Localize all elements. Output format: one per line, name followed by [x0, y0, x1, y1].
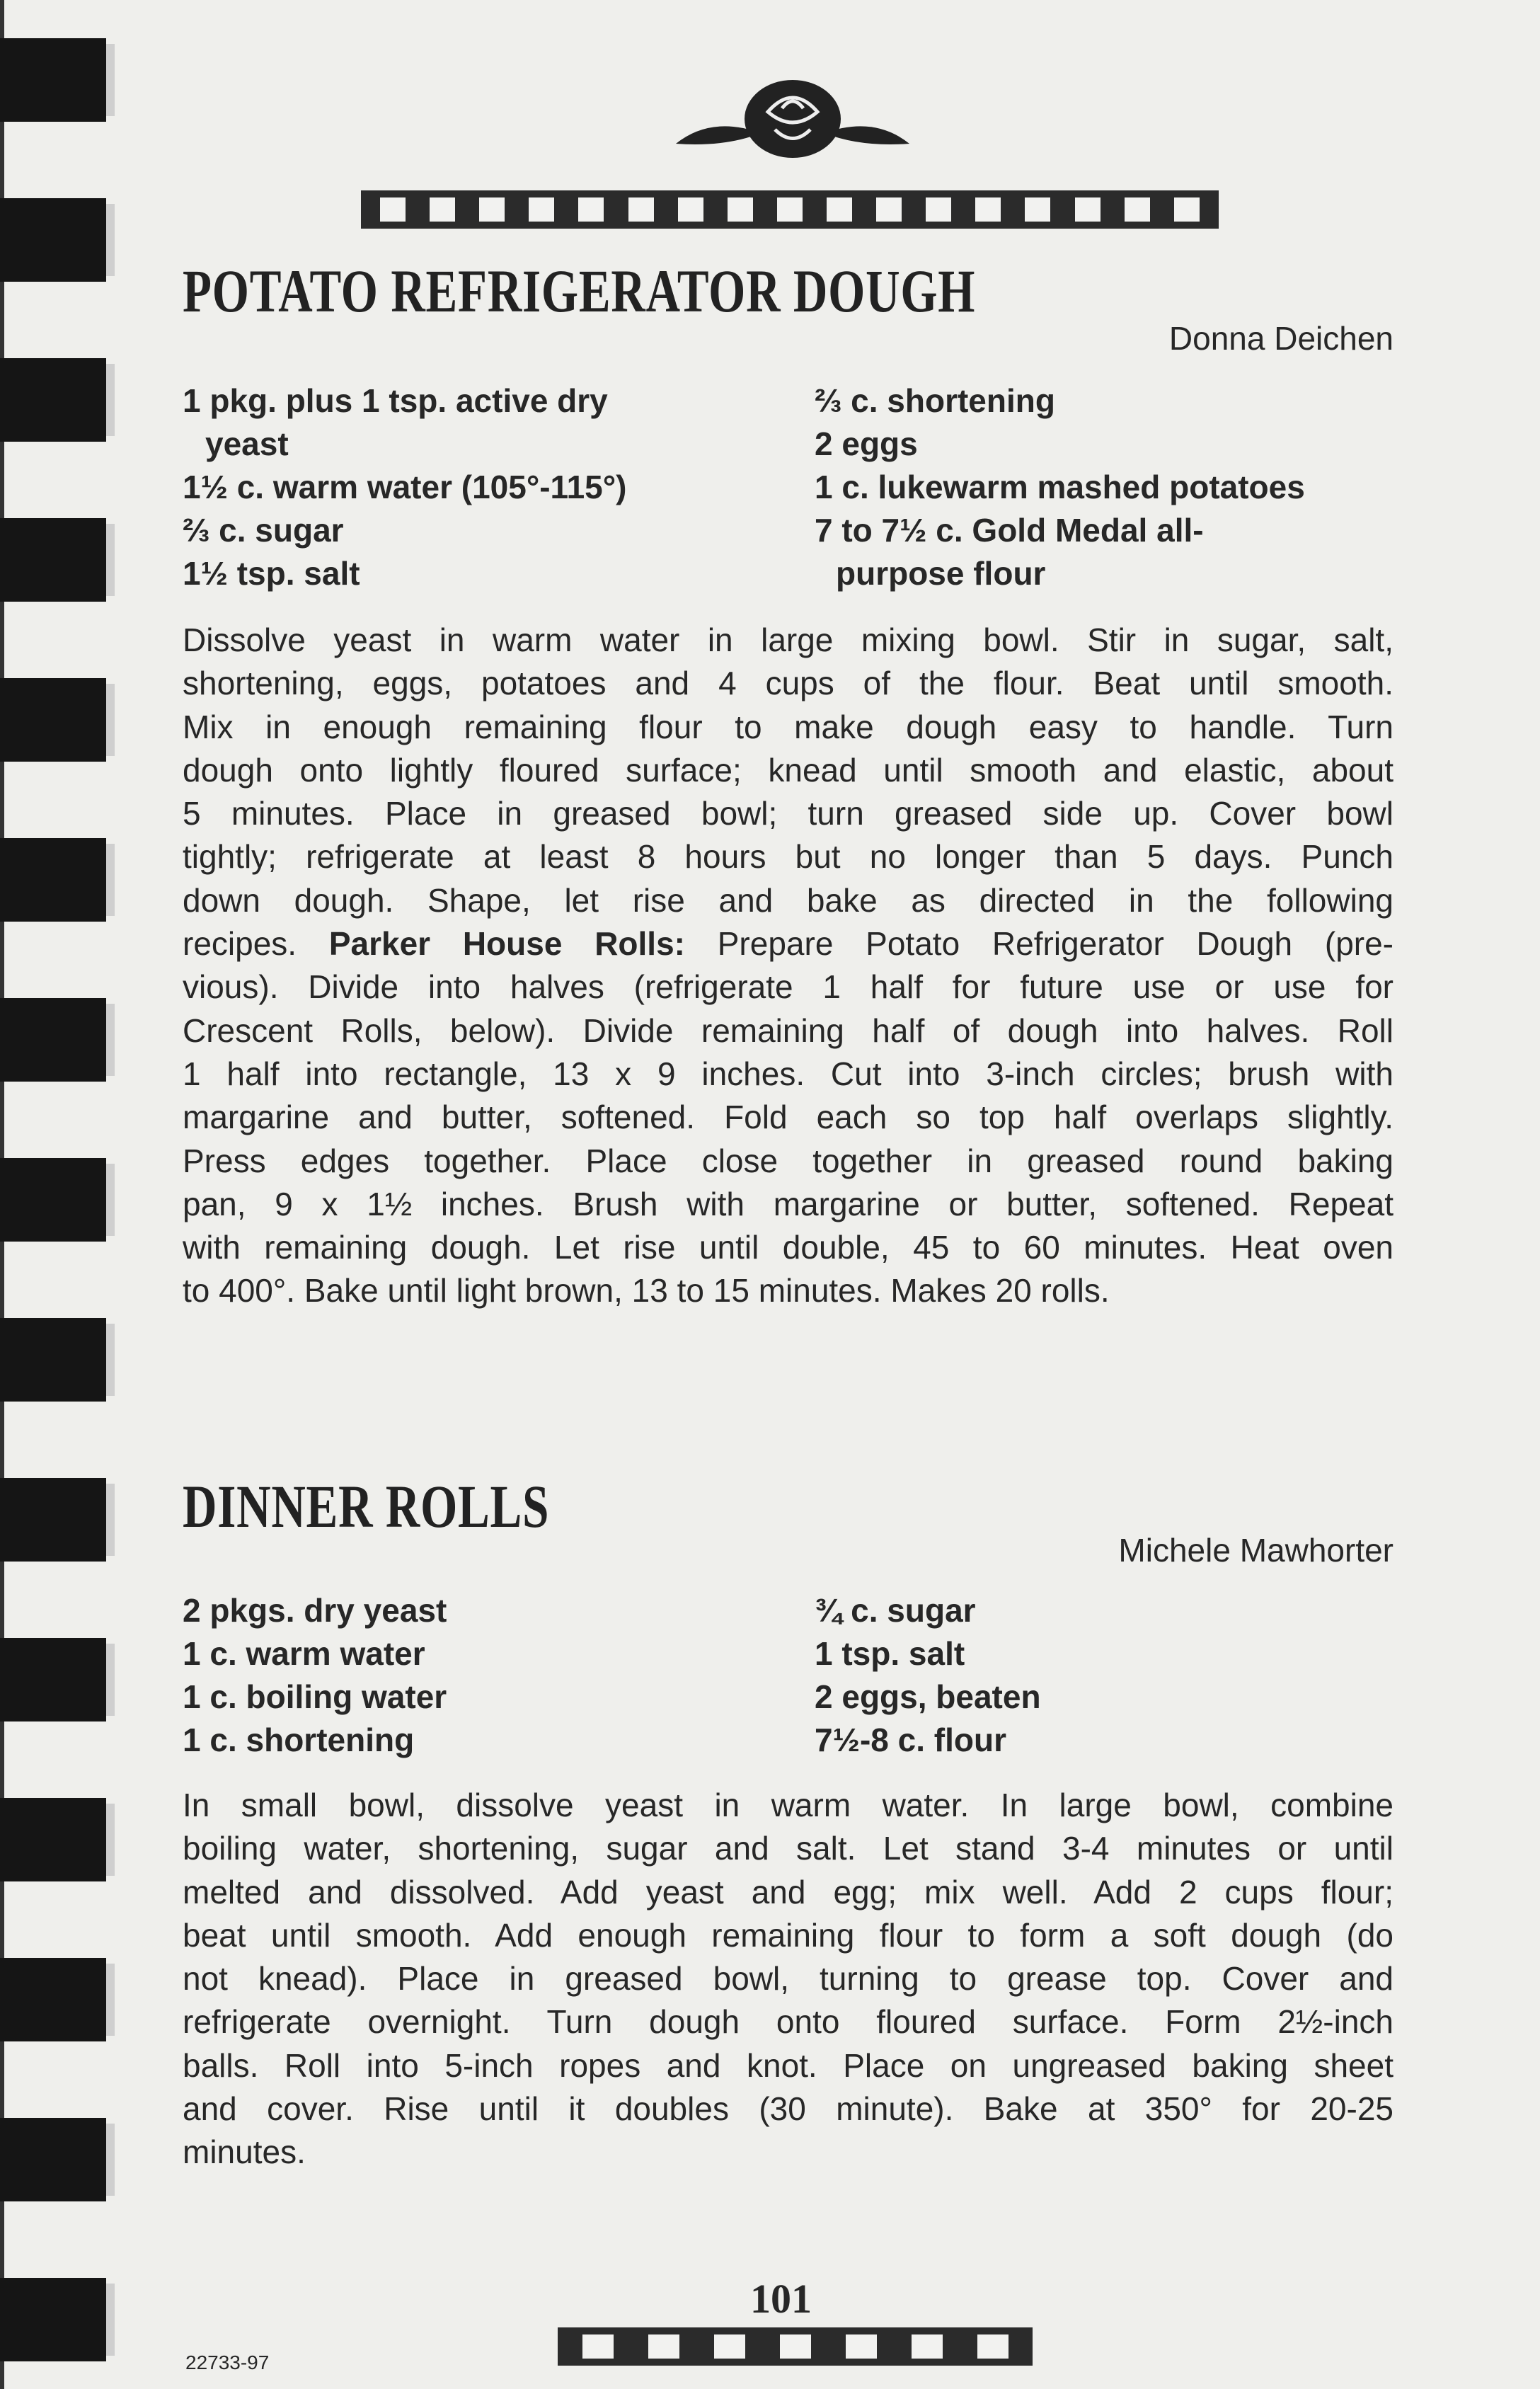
ingredient: ⅔ c. shortening — [815, 382, 1055, 419]
bar-segment — [1125, 197, 1150, 222]
bar-segment — [780, 2334, 811, 2359]
text-segment: down dough. Shape, let rise and bake as directed in the following — [183, 881, 1394, 919]
binding-ring — [0, 1158, 106, 1242]
bar-segment — [648, 2334, 679, 2359]
text-segment: minutes. — [183, 2133, 306, 2171]
text-segment: and cover. Rise until it doubles (30 minute). Bake at 350° for 20-25 — [183, 2090, 1394, 2128]
binding-ring — [0, 2278, 106, 2361]
text-line — [183, 1784, 1394, 1827]
ingredient: 1 c. lukewarm mashed potatoes — [815, 469, 1305, 505]
recipe-author-potato: Donna Deichen — [1168, 320, 1394, 357]
bar-segment — [912, 2334, 943, 2359]
ingredient: yeast — [205, 425, 289, 462]
text-segment: margarine and butter, softened. Fold each so top half overlaps slightly. — [183, 1099, 1394, 1136]
text-segment: beat until smooth. Add enough remaining flour to form a soft dough (do — [183, 1916, 1394, 1954]
text-line — [183, 1269, 1394, 1312]
text-segment: dough onto lightly floured surface; knead until smooth and elastic, about — [183, 751, 1394, 789]
bar-segment — [975, 197, 1001, 222]
text-segment: 5 minutes. Place in greased bowl; turn greased side up. Cover bowl — [183, 795, 1394, 832]
text-line — [183, 1009, 1394, 1053]
recipe-directions-potato — [183, 619, 1394, 1313]
ingredient: 1 pkg. plus 1 tsp. active dry — [183, 382, 608, 419]
ingredient: 1 c. warm water — [183, 1635, 425, 1672]
ingredient: 1 c. shortening — [183, 1721, 415, 1758]
binding-ring — [0, 38, 106, 122]
text-line — [183, 662, 1394, 705]
catalog-code: 22733-97 — [185, 2351, 270, 2373]
text-line — [183, 879, 1394, 922]
bar-segment — [430, 197, 455, 222]
ingredient: 1 c. boiling water — [183, 1678, 447, 1715]
text-segment: with remaining dough. Let rise until double, 45 to 60 minutes. Heat oven — [183, 1229, 1394, 1266]
bar-segment — [846, 2334, 877, 2359]
ingredient: 7½-8 c. flour — [815, 1721, 1006, 1758]
text-line — [183, 1140, 1394, 1183]
bar-segment — [628, 197, 654, 222]
text-segment: Press edges together. Place close together in greased round baking — [183, 1142, 1394, 1179]
rose-ornament-icon — [669, 76, 916, 168]
text-segment: refrigerate overnight. Turn dough onto floured surface. Form 2½-inch — [183, 2003, 1394, 2041]
page-number: 101 — [750, 2276, 812, 2322]
bar-segment — [1075, 197, 1101, 222]
recipe-title-dinner-rolls: DINNER ROLLS — [183, 1472, 550, 1540]
text-segment: boiling water, shortening, sugar and salt. Let stand 3-4 minutes or until — [183, 1830, 1394, 1867]
text-line — [183, 1914, 1394, 1957]
binding-ring — [0, 1958, 106, 2041]
text-line — [183, 1226, 1394, 1269]
ingredient: 1½ tsp. salt — [183, 555, 360, 592]
text-line — [183, 922, 1394, 966]
binding-ring — [0, 518, 106, 602]
bar-segment — [714, 2334, 745, 2359]
text-segment: shortening, eggs, potatoes and 4 cups of the flour. Beat until smooth. — [183, 665, 1394, 702]
binding-ring — [0, 198, 106, 282]
text-line — [183, 1957, 1394, 2000]
bar-segment — [479, 197, 505, 222]
bar-segment — [529, 197, 554, 222]
bar-segment — [1025, 197, 1050, 222]
recipe-author-dinner-rolls: Michele Mawhorter — [1118, 1532, 1394, 1569]
text-line — [183, 2087, 1394, 2131]
bar-segment — [926, 197, 951, 222]
ingredient: 2 eggs — [815, 425, 918, 462]
bar-segment — [876, 197, 902, 222]
ingredient: 1 tsp. salt — [815, 1635, 965, 1672]
text-line — [183, 2000, 1394, 2044]
text-line — [183, 1183, 1394, 1226]
bar-segment — [728, 197, 753, 222]
bar-segment — [380, 197, 406, 222]
text-line — [183, 835, 1394, 878]
text-segment: recipes. — [183, 925, 297, 963]
text-line — [183, 619, 1394, 662]
binding-ring — [0, 838, 106, 922]
text-line — [183, 1096, 1394, 1139]
ingredient: 7 to 7½ c. Gold Medal all- — [815, 512, 1204, 549]
text-segment: Dissolve yeast in warm water in large mixing bowl. Stir in sugar, salt, — [183, 621, 1394, 658]
text-segment: tightly; refrigerate at least 8 hours but no longer than 5 days. Punch — [183, 838, 1394, 876]
text-line — [183, 749, 1394, 792]
bar-segment — [1174, 197, 1200, 222]
text-line — [183, 2131, 1394, 2174]
binding-ring — [0, 1478, 106, 1562]
ingredients-left-dinner-rolls — [183, 1589, 447, 1762]
text-segment: not knead). Place in greased bowl, turning to grease top. Cover and — [183, 1960, 1394, 1998]
bar-segment — [777, 197, 803, 222]
text-line — [183, 966, 1394, 1009]
text-segment: vious). Divide into halves (refrigerate 1 half for future use or use for — [183, 968, 1394, 1006]
text-line — [183, 706, 1394, 749]
text-segment: Mix in enough remaining flour to make dough easy to handle. Turn — [183, 708, 1394, 745]
subrecipe-title: Parker House Rolls: — [328, 925, 685, 963]
text-segment: Prepare Potato Refrigerator Dough (pre- — [717, 925, 1394, 963]
bar-segment — [977, 2334, 1009, 2359]
bar-segment — [578, 197, 604, 222]
binding-ring — [0, 998, 106, 1082]
text-line — [183, 1053, 1394, 1096]
text-segment: melted and dissolved. Add yeast and egg; mix well. Add 2 cups flour; — [183, 1873, 1394, 1910]
bottom-decorative-bar — [558, 2327, 1033, 2366]
top-decorative-bar — [361, 190, 1219, 229]
binding-ring — [0, 1638, 106, 1721]
text-line — [183, 1871, 1394, 1914]
text-segment: pan, 9 x 1½ inches. Brush with margarine or butter, softened. Repeat — [183, 1185, 1394, 1222]
ingredients-left-potato — [183, 379, 626, 595]
text-segment: balls. Roll into 5-inch ropes and knot. Place on ungreased baking sheet — [183, 2046, 1394, 2084]
ingredients-right-potato — [815, 379, 1305, 595]
binding-ring — [0, 1318, 106, 1402]
bar-segment — [678, 197, 703, 222]
text-segment: In small bowl, dissolve yeast in warm water. In large bowl, combine — [183, 1787, 1394, 1823]
ingredient: ⅔ c. sugar — [183, 512, 344, 549]
ingredient: 2 eggs, beaten — [815, 1678, 1041, 1715]
ingredient: purpose flour — [836, 555, 1046, 592]
binding-ring — [0, 2118, 106, 2201]
text-line — [183, 2044, 1394, 2087]
binding-ring — [0, 358, 106, 442]
text-segment: to 400°. Bake until light brown, 13 to 15 minutes. Makes 20 rolls. — [183, 1272, 1110, 1310]
recipe-title-potato: POTATO REFRIGERATOR DOUGH — [183, 257, 976, 325]
ingredient: 1½ c. warm water (105°-115°) — [183, 469, 627, 505]
text-segment: 1 half into rectangle, 13 x 9 inches. Cut into 3-inch circles; brush with — [183, 1055, 1394, 1092]
binding-ring — [0, 1798, 106, 1881]
text-line — [183, 792, 1394, 835]
bar-segment — [827, 197, 852, 222]
binding-ring — [0, 678, 106, 762]
text-segment: Crescent Rolls, below). Divide remaining half of dough into halves. Roll — [183, 1012, 1394, 1049]
ingredients-right-dinner-rolls — [815, 1589, 1041, 1762]
ingredient: ¾ c. sugar — [815, 1592, 976, 1629]
text-line — [183, 1827, 1394, 1870]
ingredient: 2 pkgs. dry yeast — [183, 1592, 447, 1629]
recipe-directions-dinner-rolls — [183, 1784, 1394, 2175]
bar-segment — [582, 2334, 614, 2359]
